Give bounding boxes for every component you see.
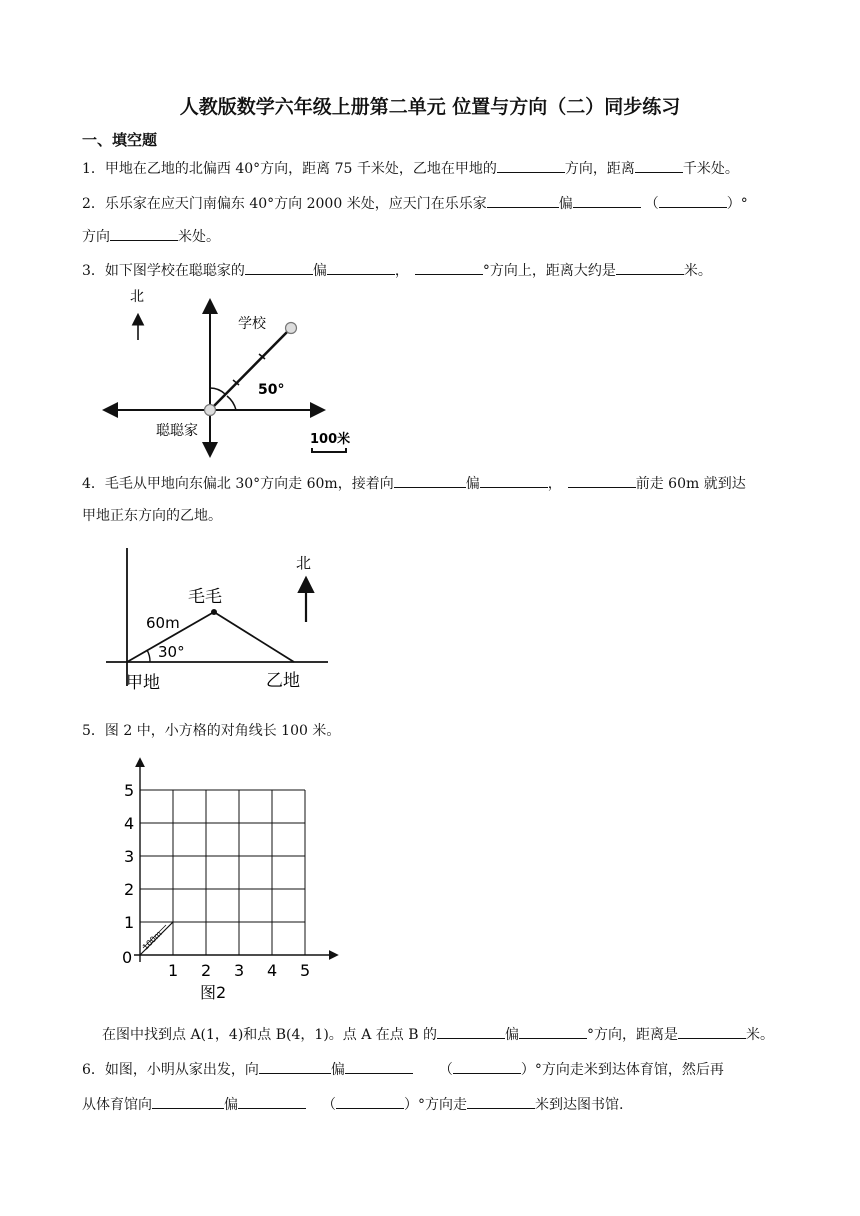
q5-x-tick-label: 1 bbox=[168, 961, 179, 980]
q5-y-tick-label: 2 bbox=[124, 880, 135, 899]
maomao-point bbox=[211, 609, 217, 615]
q3-scale-label: 100米 bbox=[310, 432, 351, 447]
q4-figure bbox=[104, 546, 334, 696]
q3-angle-arc bbox=[210, 388, 225, 394]
section-heading: 一、填空题 bbox=[82, 131, 158, 149]
q6-text-2: 偏 bbox=[330, 1062, 345, 1078]
q5-text-1: 在图中找到点 A(1，4)和点 B(4，1)。点 A 在点 B 的 bbox=[102, 1027, 437, 1043]
home-point bbox=[205, 405, 216, 416]
q4-angle-label: 30° bbox=[158, 643, 185, 661]
q6-blank-3[interactable] bbox=[152, 1093, 224, 1109]
q4-distance-label: 60m bbox=[146, 614, 180, 632]
q3-text-3: ， bbox=[394, 263, 409, 279]
q6-text-1: 6．如图，小明从家出发，向 bbox=[82, 1062, 259, 1078]
q6-text-8: ）°方向走 bbox=[404, 1097, 467, 1113]
q6-text-4: ）°方向走米到达体育馆，然后再 bbox=[520, 1062, 724, 1078]
q6-blank-2[interactable] bbox=[345, 1058, 413, 1074]
q3-school-label: 学校 bbox=[238, 316, 266, 332]
question-4 bbox=[82, 472, 746, 494]
q4-start-label: 甲地 bbox=[126, 673, 160, 693]
q3-angle-arc-2 bbox=[227, 396, 236, 410]
q3-text-5: 米。 bbox=[683, 263, 712, 279]
q3-blank-angle[interactable] bbox=[415, 259, 483, 275]
page-title: 人教版数学六年级上册第二单元 位置与方向（二）同步练习 bbox=[179, 96, 681, 118]
q2-text-5: 方向 bbox=[82, 229, 110, 245]
q2-blank-2[interactable] bbox=[573, 192, 641, 208]
q1-text-1: 1．甲地在乙地的北偏西 40°方向，距离 75 千米处，乙地在甲地的 bbox=[82, 161, 497, 177]
q3-angle-label: 50° bbox=[258, 382, 285, 398]
q6-text-9: 米到达图书馆. bbox=[535, 1097, 624, 1113]
question-2 bbox=[82, 192, 748, 214]
q1-text-3: 千米处。 bbox=[682, 161, 739, 177]
q3-blank-1[interactable] bbox=[245, 259, 313, 275]
q6-blank-4[interactable] bbox=[238, 1093, 306, 1109]
q5-blank-1[interactable] bbox=[437, 1023, 505, 1039]
q2-text-4: ）° bbox=[726, 196, 748, 212]
q5-x-tick-label: 4 bbox=[267, 961, 278, 980]
q5-x-tick-label: 3 bbox=[234, 961, 245, 980]
q3-blank-distance[interactable] bbox=[616, 259, 684, 275]
q6-blank-angle-2[interactable] bbox=[336, 1093, 404, 1109]
q5-y-tick-label: 5 bbox=[124, 781, 135, 800]
q6-blank-1[interactable] bbox=[259, 1058, 331, 1074]
q3-text-2: 偏 bbox=[312, 263, 327, 279]
q2-text-3: （ bbox=[644, 196, 659, 212]
school-point bbox=[286, 323, 297, 334]
q5-y-tick-label: 4 bbox=[124, 814, 135, 833]
q3-blank-2[interactable] bbox=[327, 259, 395, 275]
q4-blank-1[interactable] bbox=[394, 472, 466, 488]
q4-text-2: 偏 bbox=[465, 476, 480, 492]
q5-caption: 图2 bbox=[200, 983, 227, 1002]
q5-blank-angle[interactable] bbox=[519, 1023, 587, 1039]
q3-text-4: °方向上，距离大约是 bbox=[482, 263, 616, 279]
q2-blank-angle[interactable] bbox=[659, 192, 727, 208]
q5-x-tick-label: 5 bbox=[300, 961, 311, 980]
q2-text-2: 偏 bbox=[558, 196, 573, 212]
q4-north-label: 北 bbox=[296, 554, 312, 572]
q1-text-2: 方向，距离 bbox=[564, 161, 635, 177]
question-4-line-2: 甲地正东方向的乙地。 bbox=[82, 508, 222, 524]
q6-blank-angle[interactable] bbox=[453, 1058, 521, 1074]
q2-text-1: 2．乐乐家在应天门南偏东 40°方向 2000 米处，应天门在乐乐家 bbox=[82, 196, 487, 212]
q4-end-label: 乙地 bbox=[266, 671, 300, 691]
q3-figure bbox=[98, 284, 351, 456]
q4-blank-angle[interactable] bbox=[568, 472, 636, 488]
q5-cell-label: 100m bbox=[140, 929, 164, 952]
q5-grid-figure bbox=[118, 752, 343, 1007]
question-1 bbox=[82, 157, 739, 179]
q5-origin-label: 0 bbox=[122, 948, 133, 967]
q4-blank-2[interactable] bbox=[480, 472, 548, 488]
question-6 bbox=[82, 1058, 724, 1080]
q5-x-tick-label: 2 bbox=[201, 961, 212, 980]
q6-blank-distance[interactable] bbox=[467, 1093, 535, 1109]
q6-text-6: 偏 bbox=[224, 1097, 238, 1113]
question-6-line-2 bbox=[82, 1093, 623, 1115]
question-2-line-2 bbox=[82, 225, 220, 247]
q1-blank-distance[interactable] bbox=[635, 157, 683, 173]
q6-text-5: 从体育馆向 bbox=[82, 1097, 152, 1113]
question-5: 5．图 2 中，小方格的对角线长 100 米。 bbox=[82, 723, 341, 739]
question-5-prompt bbox=[102, 1023, 774, 1045]
q3-north-label: 北 bbox=[130, 289, 144, 305]
q5-y-tick-label: 1 bbox=[124, 913, 135, 932]
q5-text-3: °方向，距离是 bbox=[586, 1027, 678, 1043]
q4-person-label: 毛毛 bbox=[188, 587, 222, 607]
q4-text-3: ， bbox=[547, 476, 562, 492]
q5-blank-distance[interactable] bbox=[678, 1023, 746, 1039]
q3-home-label: 聪聪家 bbox=[156, 423, 198, 439]
q3-text-1: 3．如下图学校在聪聪家的 bbox=[82, 263, 245, 279]
q5-text-4: 米。 bbox=[745, 1027, 774, 1043]
q4-angle-arc bbox=[147, 650, 150, 662]
question-3 bbox=[82, 259, 712, 281]
q4-path-2 bbox=[214, 612, 294, 662]
q3-scale-bar bbox=[312, 448, 346, 452]
q2-text-6: 米处。 bbox=[178, 229, 220, 245]
q6-text-3: （ bbox=[438, 1062, 453, 1078]
q2-blank-distance[interactable] bbox=[110, 225, 178, 241]
q5-y-tick-label: 3 bbox=[124, 847, 135, 866]
q5-text-2: 偏 bbox=[504, 1027, 519, 1043]
q4-text-1: 4．毛毛从甲地向东偏北 30°方向走 60m，接着向 bbox=[82, 476, 394, 492]
q1-blank-direction[interactable] bbox=[497, 157, 565, 173]
q4-text-4: 前走 60m 就到达 bbox=[635, 476, 746, 492]
q6-text-7: （ bbox=[322, 1097, 336, 1113]
q2-blank-1[interactable] bbox=[487, 192, 559, 208]
